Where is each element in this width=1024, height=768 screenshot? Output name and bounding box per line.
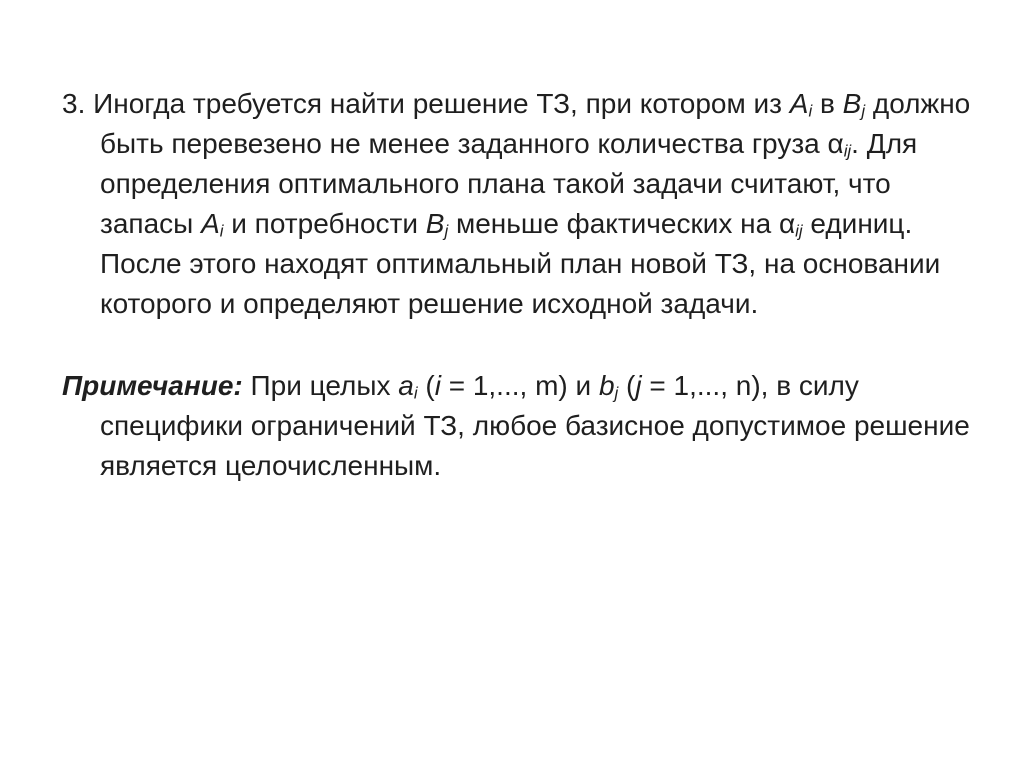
text-run: ( xyxy=(618,370,636,401)
subscript-index: ij xyxy=(843,141,852,161)
text-run: и потребности xyxy=(223,208,426,239)
text-run: должно быть перевезено не менее заданного количества груза α xyxy=(100,88,971,159)
text-run: = 1,..., n), в силу специфики ограничений ТЗ, любое базисное допустимое решение является целочисленным. xyxy=(100,370,970,481)
math-symbol: b xyxy=(598,370,615,401)
subscript-index: j xyxy=(861,101,866,121)
subscript-index: i xyxy=(808,101,813,121)
math-symbol: A xyxy=(201,208,220,239)
text-run: в xyxy=(812,88,843,119)
paragraph-note xyxy=(62,366,972,486)
text-run: меньше фактических на α xyxy=(448,208,796,239)
math-symbol: j xyxy=(635,370,642,401)
math-symbol: i xyxy=(434,370,441,401)
math-symbol: B xyxy=(842,88,862,119)
subscript-index: i xyxy=(413,383,418,403)
text-run: ( xyxy=(417,370,435,401)
text-run: единиц. После этого находят оптимальный план новой ТЗ, на основании которого и определяют решение исходной задачи. xyxy=(100,208,941,319)
text-run: 3. Иногда требуется найти решение ТЗ, при котором из xyxy=(62,88,790,119)
text-run: При целых xyxy=(242,370,399,401)
paragraph-transport-constraint xyxy=(62,84,972,324)
subscript-index: j xyxy=(614,383,619,403)
subscript-index: ij xyxy=(795,221,803,241)
math-symbol: B xyxy=(425,208,445,239)
subscript-index: i xyxy=(219,221,224,241)
text-run: = 1,..., m) и xyxy=(440,370,599,401)
math-symbol: a xyxy=(398,370,414,401)
slide-body xyxy=(62,84,972,486)
math-symbol: A xyxy=(789,88,809,119)
text-run: . Для определения оптимального плана такой задачи считают, что запасы xyxy=(100,128,918,239)
note-label: Примечание: xyxy=(62,370,243,401)
subscript-index: j xyxy=(444,221,449,241)
